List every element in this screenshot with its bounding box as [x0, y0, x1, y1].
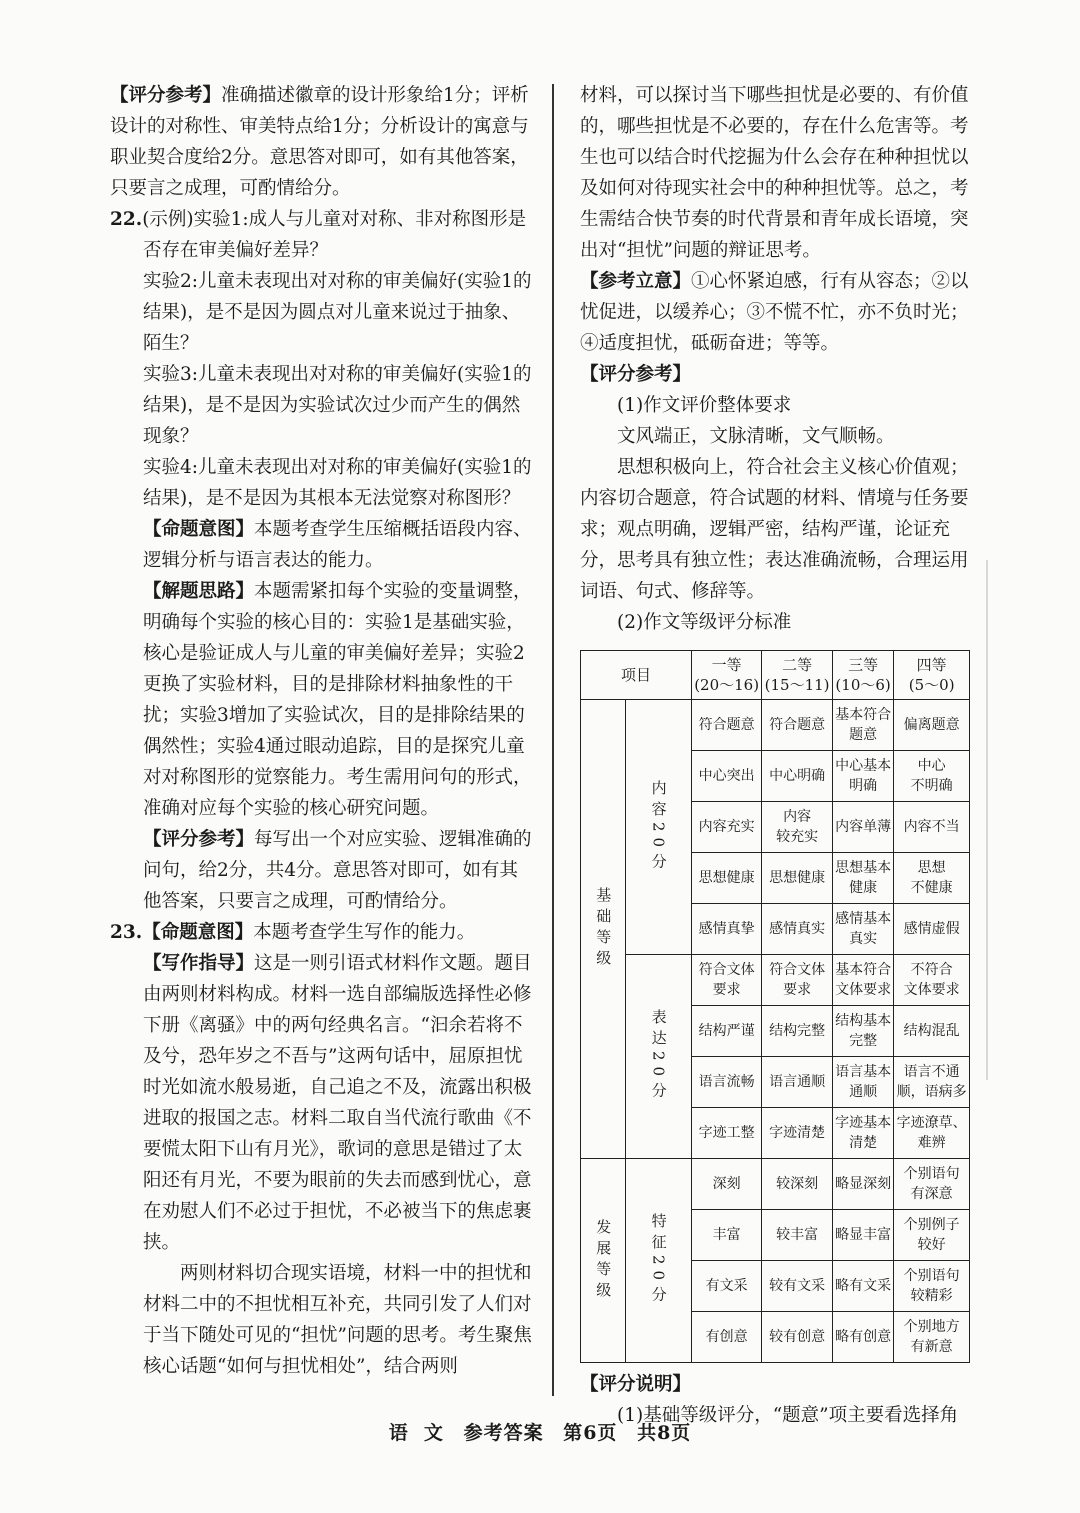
- paragraph-text: 两则材料切合现实语境，材料一中的担忧和材料二中的不担忧相互补充，共同引发了人们对于当下随处可见的“担忧”问题的思考。考生聚焦核心话题“如何与担忧相处”，结合两则: [143, 1263, 532, 1377]
- paragraph-text: 本题考查学生写作的能力。: [253, 922, 476, 943]
- group-label-basic: 基础等级: [581, 700, 626, 1159]
- footer-total-pages: 共8页: [637, 1422, 692, 1444]
- table-cell: 个别例子 较好: [894, 1210, 970, 1261]
- table-cell: 个别地方 有新意: [894, 1312, 970, 1363]
- page-edge-shadow: [986, 560, 988, 1080]
- subgroup-label: 内容20分: [626, 700, 692, 955]
- table-cell: 结构完整: [762, 1006, 832, 1057]
- table-cell: 基本符合 题意: [832, 700, 894, 751]
- table-cell: 字迹清楚: [762, 1108, 832, 1159]
- table-cell: 略显丰富: [832, 1210, 894, 1261]
- table-cell: 内容 较充实: [762, 802, 832, 853]
- overall-requirements-content: 思想积极向上，符合社会主义核心价值观；内容切合题意，符合试题的材料、情境与任务要求；观点明确，逻辑严密，结构严谨，论证充分，思考具有独立性；表达准确流畅，合理运用词语、句式、修辞等。: [580, 457, 969, 602]
- question-22-example1: [110, 204, 535, 266]
- footer-page-number: 第6页: [563, 1422, 618, 1444]
- table-cell: 符合文体 要求: [691, 955, 761, 1006]
- paragraph-text: 每写出一个对应实验、逻辑准确的问句，给2分，共4分。意思答对即可，如有其他答案，只要言之成理，可酌情给分。: [143, 829, 532, 912]
- table-cell: 结构混乱: [894, 1006, 970, 1057]
- table-row: [581, 955, 970, 1006]
- scoring-reference-heading: 【评分参考】: [580, 364, 692, 385]
- table-cell: 感情真实: [762, 904, 832, 955]
- tag-label: 【参考立意】: [580, 271, 692, 292]
- tag-label: 【命题意图】: [143, 519, 255, 540]
- table-cell: 字迹基本 清楚: [832, 1108, 894, 1159]
- table-cell: 不符合 文体要求: [894, 955, 970, 1006]
- paragraph-text: 本题需紧扣每个实验的变量调整，明确每个实验的核心目的：实验1是基础实验，核心是验证成人与儿童的审美偏好差异；实验2更换了实验材料，目的是排除材料抽象性的干扰；实验3增加了实验试次，目的是排除结果的偶然性；实验4通过眼动追踪，目的是探究儿童对对称图形的觉察能力。考生需用问句的形式，准确对应每个实验的核心研究问题。: [143, 581, 532, 819]
- table-cell: 思想 不健康: [894, 853, 970, 904]
- grading-standard-heading: (2)作文等级评分标准: [617, 612, 792, 633]
- table-cell: 结构严谨: [691, 1006, 761, 1057]
- table-cell: 较有创意: [762, 1312, 832, 1363]
- table-cell: 语言通顺: [762, 1057, 832, 1108]
- table-cell: 符合文体 要求: [762, 955, 832, 1006]
- table-header-cell: 一等 (20～16): [691, 651, 761, 700]
- table-cell: 较丰富: [762, 1210, 832, 1261]
- footer-title: 参考答案: [463, 1422, 544, 1444]
- subgroup-label: 特征20分: [626, 1159, 692, 1363]
- grading-table: [580, 650, 970, 1363]
- tag-label: 【评分参考】: [110, 85, 222, 106]
- table-cell: 语言流畅: [691, 1057, 761, 1108]
- question-22-example2: 实验2:儿童未表现出对对称的审美偏好(实验1的结果)，是不是因为圆点对儿童来说过于抽象、陌生？: [143, 271, 532, 354]
- table-header-cell: 二等 (15～11): [762, 651, 832, 700]
- right-column: [580, 80, 970, 1431]
- table-cell: 内容不当: [894, 802, 970, 853]
- table-row: [581, 1159, 970, 1210]
- table-cell: 思想健康: [762, 853, 832, 904]
- table-body: [581, 700, 970, 1363]
- question-23-guide: [110, 948, 535, 1258]
- table-header-cell: 项目: [581, 651, 692, 700]
- question-22-example4: 实验4:儿童未表现出对对称的审美偏好(实验1的结果)，是不是因为其根本无法觉察对称图形？: [143, 457, 532, 509]
- table-cell: 内容充实: [691, 802, 761, 853]
- table-cell: 基本符合 文体要求: [832, 955, 894, 1006]
- left-column: [110, 80, 535, 1382]
- table-cell: 中心明确: [762, 751, 832, 802]
- table-cell: 较有文采: [762, 1261, 832, 1312]
- table-cell: 思想基本 健康: [832, 853, 894, 904]
- paragraph-text: ①心怀紧迫感，行有从容态；②以忧促进，以缓养心；③不慌不忙，亦不负时光；④适度担忧，砥砺奋进；等等。: [580, 271, 969, 354]
- table-cell: 字迹工整: [691, 1108, 761, 1159]
- table-cell: 个别语句 较精彩: [894, 1261, 970, 1312]
- table-cell: 有创意: [691, 1312, 761, 1363]
- group-label-development: 发展等级: [581, 1159, 626, 1363]
- reference-theme: [580, 266, 970, 359]
- tag-label: 【评分参考】: [143, 829, 255, 850]
- question-number: 23.: [110, 922, 143, 943]
- overall-requirements-heading: (1)作文评价整体要求: [617, 395, 792, 416]
- question-number: 22.: [110, 209, 143, 230]
- table-cell: 深刻: [691, 1159, 761, 1210]
- table-cell: 中心 不明确: [894, 751, 970, 802]
- table-cell: 感情虚假: [894, 904, 970, 955]
- scoring-notes-text: (1)基础等级评分，“题意”项主要看选择角: [617, 1405, 959, 1426]
- table-cell: 思想健康: [691, 853, 761, 904]
- table-cell: 符合题意: [762, 700, 832, 751]
- table-cell: 语言不通 顺，语病多: [894, 1057, 970, 1108]
- table-cell: 中心基本 明确: [832, 751, 894, 802]
- question-22-scoring: [110, 824, 535, 917]
- tag-label: 【写作指导】: [143, 953, 255, 974]
- table-cell: 感情基本 真实: [832, 904, 894, 955]
- subgroup-label: 表达20分: [626, 955, 692, 1159]
- question-22-example3: 实验3:儿童未表现出对对称的审美偏好(实验1的结果)，是不是因为实验试次过少而产生的偶然现象？: [143, 364, 532, 447]
- scoring-notes-heading: 【评分说明】: [580, 1374, 692, 1395]
- paragraph-text: 准确描述徽章的设计形象给1分；评析设计的对称性、审美特点给1分；分析设计的寓意与职业契合度给2分。意思答对即可，如有其他答案，只要言之成理，可酌情给分。: [110, 85, 529, 199]
- table-cell: 略有文采: [832, 1261, 894, 1312]
- question-23-paragraph2: [110, 1258, 535, 1382]
- tag-label: 【解题思路】: [143, 581, 255, 602]
- table-cell: 符合题意: [691, 700, 761, 751]
- paragraph-text: 本题考查学生压缩概括语段内容、逻辑分析与语言表达的能力。: [143, 519, 532, 571]
- table-cell: 内容单薄: [832, 802, 894, 853]
- table-cell: 丰富: [691, 1210, 761, 1261]
- table-header-row: [581, 651, 970, 700]
- table-cell: 感情真挚: [691, 904, 761, 955]
- table-cell: 较深刻: [762, 1159, 832, 1210]
- footer-subject: 语 文: [388, 1422, 444, 1444]
- overall-requirements-style: 文风端正，文脉清晰，文气顺畅。: [617, 426, 895, 447]
- table-cell: 结构基本 完整: [832, 1006, 894, 1057]
- table-header-cell: 三等 (10～6): [832, 651, 894, 700]
- table-header-cell: 四等 (5～0): [894, 651, 970, 700]
- table-cell: 中心突出: [691, 751, 761, 802]
- question-22-approach: [110, 576, 535, 824]
- table-cell: 个别语句 有深意: [894, 1159, 970, 1210]
- table-cell: 有文采: [691, 1261, 761, 1312]
- table-cell: 语言基本 通顺: [832, 1057, 894, 1108]
- table-cell: 字迹潦草、 难辨: [894, 1108, 970, 1159]
- paragraph-text: (示例)实验1:成人与儿童对对称、非对称图形是否存在审美偏好差异？: [142, 209, 527, 261]
- scoring-reference-21: [110, 80, 535, 204]
- table-cell: 略有创意: [832, 1312, 894, 1363]
- paragraph-text: 这是一则引语式材料作文题。题目由两则材料构成。材料一选自部编版选择性必修下册《离骚》中的两句经典名言。“汩余若将不及兮，恐年岁之不吾与”这两句话中，屈原担忧时光如流水般易逝，自己追之不及，流露出积极进取的报国之志。材料二取自当代流行歌曲《不要慌太阳下山有月光》，歌词的意思是错过了太阳还有月光，不要为眼前的失去而感到忧心，意在劝慰人们不必过于担忧，不必被当下的焦虑裹挟。: [143, 953, 532, 1253]
- page-footer: [0, 1418, 1080, 1445]
- table-cell: 偏离题意: [894, 700, 970, 751]
- table-cell: 略显深刻: [832, 1159, 894, 1210]
- tag-label: 【命题意图】: [142, 922, 254, 943]
- question-23-intent: [110, 917, 535, 948]
- question-22-intent: [110, 514, 535, 576]
- column-divider: [552, 84, 554, 1396]
- table-row: [581, 700, 970, 751]
- continued-guidance: 材料，可以探讨当下哪些担忧是必要的、有价值的，哪些担忧是不必要的，存在什么危害等。考生也可以结合时代挖掘为什么会存在种种担忧以及如何对待现实社会中的种种担忧等。总之，考生需结合快节奏的时代背景和青年成长语境，突出对“担忧”问题的辩证思考。: [580, 85, 969, 261]
